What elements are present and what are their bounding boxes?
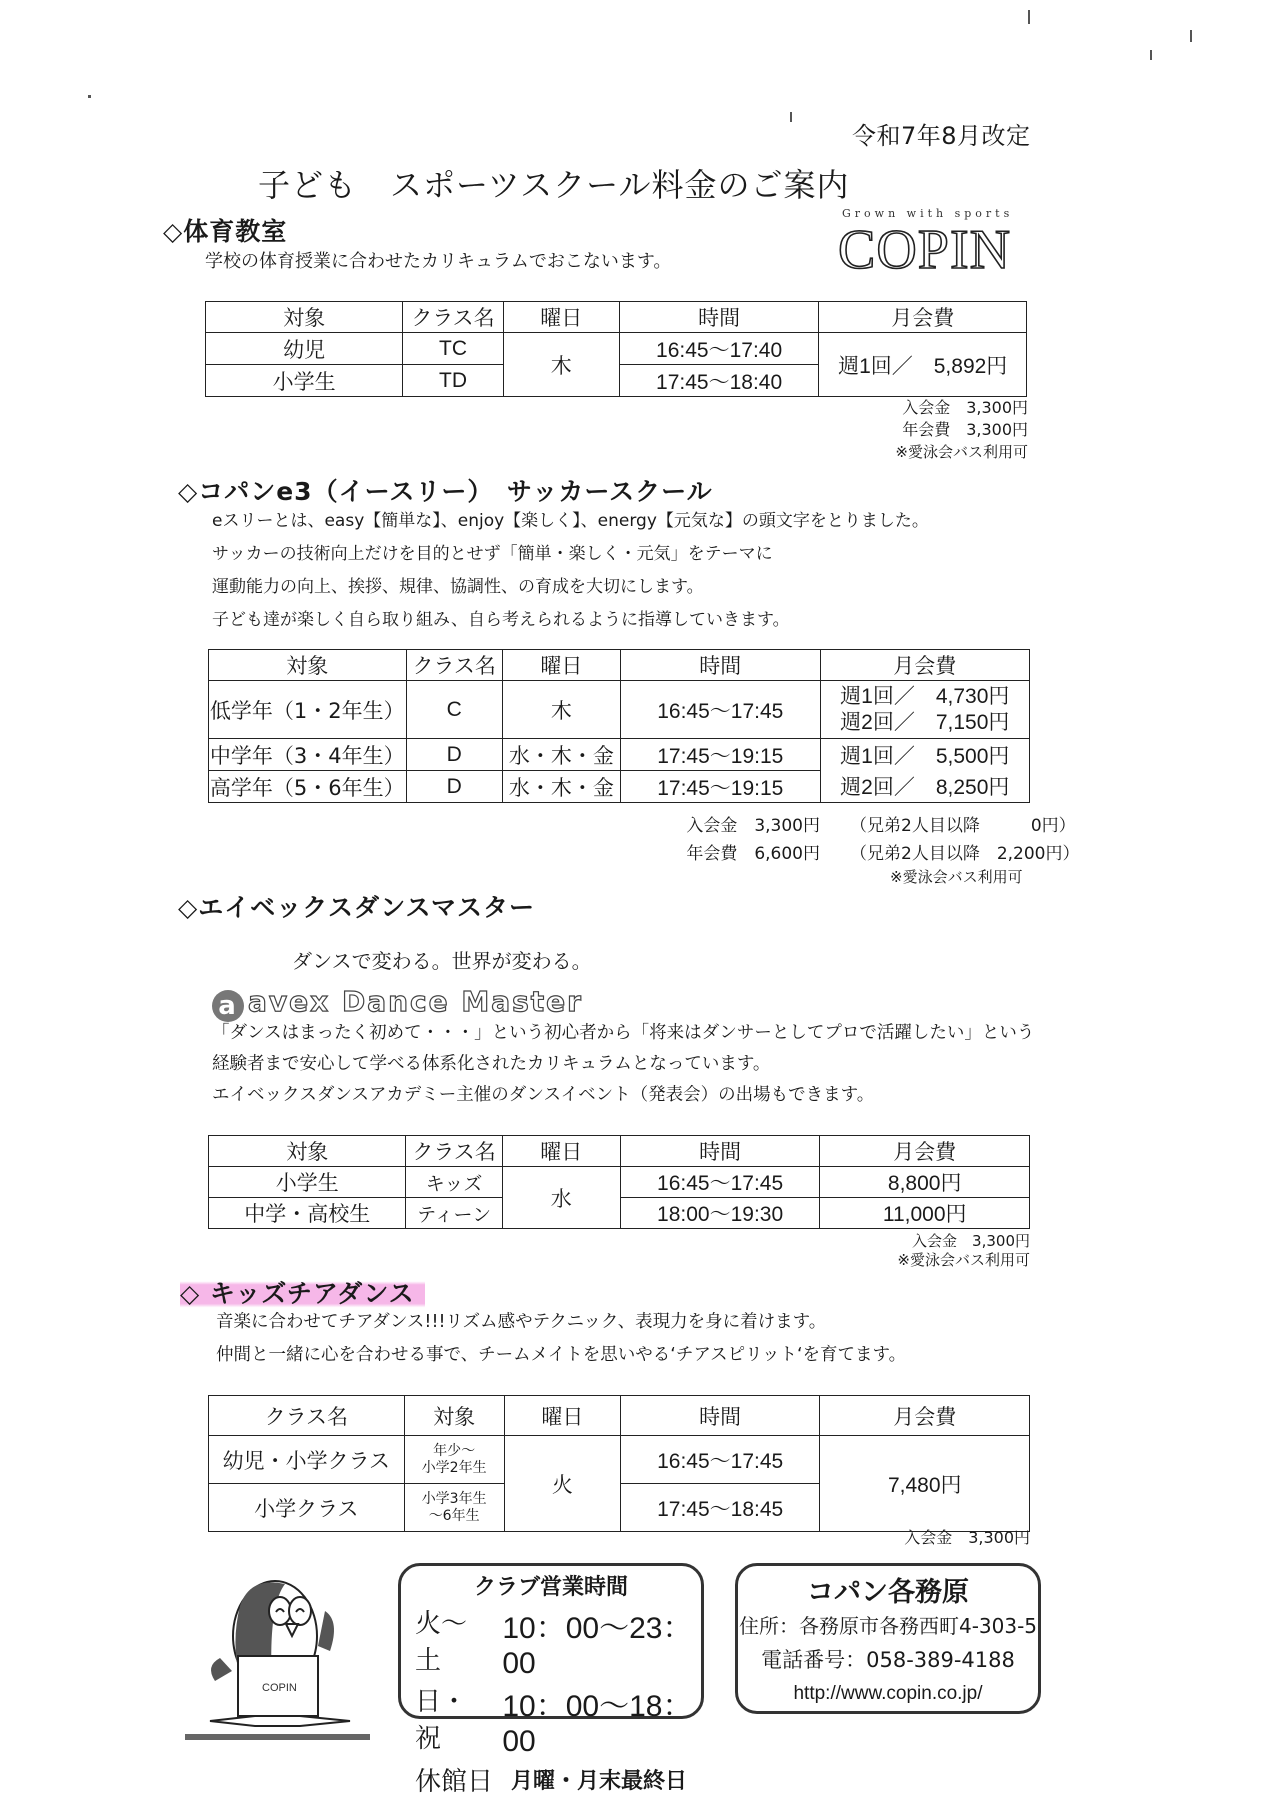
description-line: 子ども達が楽しく自ら取り組み、自ら考えられるように指導していきます。 bbox=[212, 610, 790, 630]
business-hours-title: クラブ営業時間 bbox=[473, 1575, 628, 1600]
target-line: 小学2年生 bbox=[421, 1459, 487, 1476]
target-cell bbox=[404, 1484, 504, 1532]
day-cell: 水 bbox=[502, 1167, 620, 1229]
hours-value: 月曜・月末最終日 bbox=[511, 1769, 688, 1794]
contact-title: コパン各務原 bbox=[807, 1577, 969, 1608]
class-cell: 幼児・小学クラス bbox=[209, 1436, 405, 1484]
class-cell: 小学クラス bbox=[209, 1484, 405, 1532]
col-header: 月会費 bbox=[820, 650, 1029, 681]
scan-speck bbox=[790, 112, 792, 122]
avex-heading: ◇エイベックスダンスマスター bbox=[178, 893, 535, 922]
target-cell: 小学生 bbox=[209, 1167, 406, 1198]
time-cell: 17:45～19:15 bbox=[621, 771, 821, 803]
day-cell: 水・木・金 bbox=[502, 771, 620, 803]
hours-label: 火～土 bbox=[415, 1609, 468, 1676]
col-header: 曜日 bbox=[502, 1136, 620, 1167]
taiiku-notes bbox=[800, 397, 1028, 463]
fee-cell: 週1回／ 5,892円 bbox=[819, 333, 1027, 397]
day-cell: 水・木・金 bbox=[502, 739, 620, 771]
hours-row bbox=[415, 1681, 701, 1759]
table-row bbox=[209, 1167, 1030, 1198]
col-header: 時間 bbox=[619, 302, 819, 333]
description-line: 音楽に合わせてチアダンス!!!リズム感やテクニック、表現力を身に着けます。 bbox=[216, 1312, 827, 1332]
copin-logo: COPIN bbox=[838, 219, 1012, 281]
taiiku-heading: ◇体育教室 bbox=[163, 217, 288, 246]
bus-note: ※愛泳会バス利用可 bbox=[897, 1251, 1030, 1269]
hours-row bbox=[415, 1603, 701, 1681]
entry-fee-note: 入会金 3,300円 bbox=[686, 816, 820, 836]
table-row bbox=[209, 739, 1030, 771]
target-cell: 中学年（3・4年生） bbox=[209, 739, 407, 771]
avex-logo bbox=[212, 985, 583, 1022]
fee-line: 週2回／ 7,150円 bbox=[840, 710, 1010, 734]
business-hours-box bbox=[398, 1563, 704, 1797]
cheer-heading-text: ◇ キッズチアダンス bbox=[180, 1279, 425, 1308]
col-header: 時間 bbox=[620, 1396, 820, 1436]
target-cell: 高学年（5・6年生） bbox=[209, 771, 407, 803]
table-header-row bbox=[209, 1396, 1030, 1436]
taiiku-fee-table bbox=[205, 301, 1027, 397]
revision-date: 令和7年8月改定 bbox=[852, 122, 1031, 150]
hours-label: 休館日 bbox=[415, 1767, 494, 1797]
table-row bbox=[206, 333, 1027, 365]
target-cell: 幼児 bbox=[206, 333, 403, 365]
hours-label: 日・祝 bbox=[415, 1687, 468, 1754]
table-row bbox=[209, 771, 1030, 803]
fee-cell: 8,800円 bbox=[820, 1167, 1030, 1198]
scan-speck bbox=[1150, 50, 1152, 60]
entry-fee-note: 入会金 3,300円 bbox=[902, 398, 1028, 417]
target-cell bbox=[404, 1436, 504, 1484]
annual-fee-note: 年会費 3,300円 bbox=[902, 420, 1028, 439]
class-cell: D bbox=[406, 771, 502, 803]
target-cell: 中学・高校生 bbox=[209, 1198, 406, 1229]
annual-sibling-note: （兄弟2人目以降 2,200円） bbox=[850, 844, 1080, 864]
description-line: サッカーの技術向上だけを目的とせず「簡単・楽しく・元気」をテーマに bbox=[212, 544, 773, 564]
time-cell: 17:45～19:15 bbox=[621, 739, 821, 771]
class-cell: D bbox=[406, 739, 502, 771]
copin-penguin-mascot bbox=[180, 1566, 420, 1741]
penguin-icon bbox=[180, 1566, 420, 1741]
bus-note: ※愛泳会バス利用可 bbox=[890, 868, 1023, 886]
col-header: 時間 bbox=[620, 1136, 820, 1167]
page-title: 子ども スポーツスクール料金のご案内 bbox=[258, 166, 850, 204]
day-cell: 木 bbox=[502, 681, 620, 739]
entry-sibling-note: （兄弟2人目以降 0円） bbox=[850, 816, 1076, 836]
entry-fee-note: 入会金 3,300円 bbox=[912, 1232, 1030, 1250]
description-line: 運動能力の向上、挨拶、規律、協調性、の育成を大切にします。 bbox=[212, 577, 704, 597]
description-line: 仲間と一緒に心を合わせる事で、チームメイトを思いやる‘チアスピリット‘を育てます。 bbox=[216, 1345, 907, 1365]
class-cell: C bbox=[406, 681, 502, 739]
col-header: 曜日 bbox=[503, 302, 619, 333]
col-header: 月会費 bbox=[820, 1136, 1030, 1167]
scan-speck bbox=[1190, 30, 1192, 42]
fee-cell: 7,480円 bbox=[820, 1436, 1030, 1532]
description-line: eスリーとは、easy【簡単な】、enjoy【楽しく】、energy【元気な】の頭文字をとりました。 bbox=[212, 511, 929, 531]
class-cell: TC bbox=[403, 333, 503, 365]
soccer-heading: ◇コパンe3（イースリー） サッカースクール bbox=[178, 477, 713, 506]
col-header: 時間 bbox=[621, 650, 821, 681]
cheer-notes bbox=[830, 1527, 1030, 1549]
contact-phone: 電話番号：058-389-4188 bbox=[761, 1648, 1015, 1672]
scan-speck bbox=[1028, 10, 1030, 24]
entry-fee-note: 入会金 3,300円 bbox=[904, 1528, 1030, 1547]
col-header: 対象 bbox=[209, 1136, 406, 1167]
scan-speck bbox=[88, 95, 91, 98]
fee-cell: 週2回／ 8,250円 bbox=[820, 771, 1029, 803]
avex-logo-mark: a bbox=[212, 990, 244, 1022]
logo-tagline: Grown with sports bbox=[842, 207, 1014, 220]
target-line: ～6年生 bbox=[428, 1507, 480, 1524]
col-header: 対象 bbox=[209, 650, 407, 681]
table-header-row bbox=[209, 650, 1030, 681]
time-cell: 17:45～18:40 bbox=[619, 365, 819, 397]
target-line: 小学3年生 bbox=[421, 1490, 487, 1507]
table-row bbox=[209, 681, 1030, 739]
time-cell: 18:00～19:30 bbox=[620, 1198, 820, 1229]
avex-fee-table bbox=[208, 1135, 1030, 1229]
soccer-notes bbox=[640, 812, 1079, 886]
col-header: クラス名 bbox=[403, 302, 503, 333]
avex-catchphrase: ダンスで変わる。世界が変わる。 bbox=[292, 949, 592, 973]
contact-box bbox=[735, 1563, 1041, 1714]
fee-line: 週1回／ 4,730円 bbox=[840, 684, 1010, 708]
col-header: 対象 bbox=[206, 302, 403, 333]
col-header: 対象 bbox=[404, 1396, 504, 1436]
fee-cell bbox=[820, 681, 1029, 739]
avex-description bbox=[212, 1018, 1034, 1111]
col-header: クラス名 bbox=[209, 1396, 405, 1436]
table-header-row bbox=[209, 1136, 1030, 1167]
col-header: 月会費 bbox=[820, 1396, 1030, 1436]
day-cell: 木 bbox=[503, 333, 619, 397]
col-header: 曜日 bbox=[504, 1396, 620, 1436]
col-header: クラス名 bbox=[406, 1136, 502, 1167]
hours-row bbox=[415, 1761, 701, 1798]
day-cell: 火 bbox=[504, 1436, 620, 1532]
soccer-fee-table bbox=[208, 649, 1030, 803]
taiiku-description: 学校の体育授業に合わせたカリキュラムでおこないます。 bbox=[205, 251, 672, 272]
hours-value: 10：00～23：00 bbox=[502, 1612, 693, 1680]
bus-note: ※愛泳会バス利用可 bbox=[895, 443, 1028, 461]
contact-address: 住所：各務原市各務西町4-303-5 bbox=[738, 1614, 1038, 1638]
table-header-row bbox=[206, 302, 1027, 333]
cheer-description bbox=[216, 1306, 906, 1372]
target-cell: 小学生 bbox=[206, 365, 403, 397]
time-cell: 16:45～17:45 bbox=[621, 681, 821, 739]
target-cell: 低学年（1・2年生） bbox=[209, 681, 407, 739]
contact-url[interactable]: http://www.copin.co.jp/ bbox=[793, 1683, 983, 1704]
table-row bbox=[209, 1436, 1030, 1484]
avex-logo-text: avex Dance Master bbox=[248, 985, 583, 1018]
avex-notes bbox=[830, 1232, 1030, 1270]
hours-value: 10：00～18：00 bbox=[502, 1690, 693, 1758]
time-cell: 16:45～17:45 bbox=[620, 1436, 820, 1484]
svg-text:COPIN: COPIN bbox=[262, 1682, 297, 1694]
col-header: クラス名 bbox=[406, 650, 502, 681]
description-line: 「ダンスはまったく初めて・・・」という初心者から「将来はダンサーとしてプロで活躍したい」という bbox=[212, 1023, 1035, 1043]
cheer-heading bbox=[180, 1274, 425, 1310]
col-header: 曜日 bbox=[502, 650, 620, 681]
description-line: エイベックスダンスアカデミー主催のダンスイベント（発表会）の出場もできます。 bbox=[212, 1085, 875, 1105]
target-line: 年少～ bbox=[433, 1442, 476, 1459]
description-line: 経験者まで安心して学べる体系化されたカリキュラムとなっています。 bbox=[212, 1054, 771, 1074]
col-header: 月会費 bbox=[819, 302, 1027, 333]
cheer-fee-table bbox=[208, 1395, 1030, 1532]
time-cell: 17:45～18:45 bbox=[620, 1484, 820, 1532]
time-cell: 16:45～17:45 bbox=[620, 1167, 820, 1198]
soccer-description bbox=[212, 505, 929, 637]
class-cell: キッズ bbox=[406, 1167, 502, 1198]
time-cell: 16:45～17:40 bbox=[619, 333, 819, 365]
class-cell: TD bbox=[403, 365, 503, 397]
fee-cell: 11,000円 bbox=[820, 1198, 1030, 1229]
annual-fee-note: 年会費 6,600円 bbox=[686, 844, 820, 864]
class-cell: ティーン bbox=[406, 1198, 502, 1229]
fee-cell: 週1回／ 5,500円 bbox=[820, 739, 1029, 771]
